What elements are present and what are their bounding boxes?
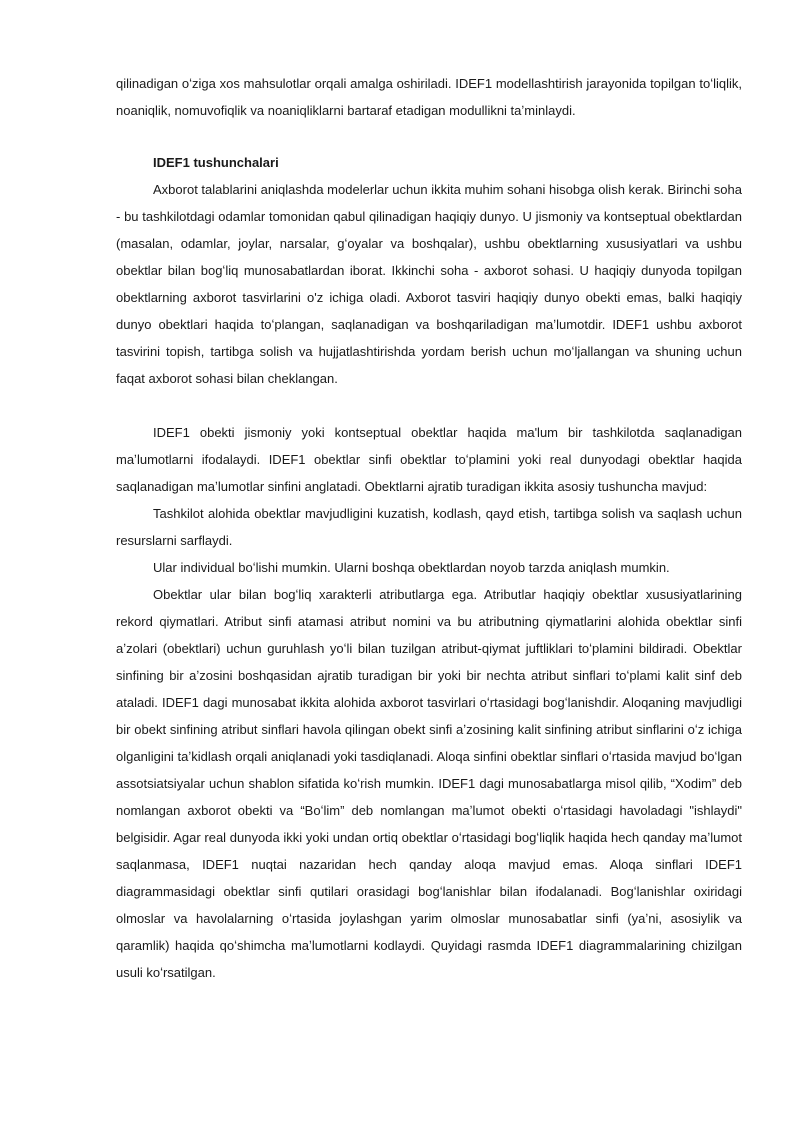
intro-paragraph: qilinadigan oʻziga xos mahsulotlar orqali amalga oshiriladi. IDEF1 modellashtirish jarayonida topilgan toʻliqlik, noaniqlik, nomuvofiqlik va noaniqliklarni bartaraf etadigan modullikni taʼminlaydi. bbox=[116, 76, 742, 118]
paragraph-information-domains: Axborot talablarini aniqlashda modelerlar uchun ikkita muhim sohani hisobga olish kerak. Birinchi soha - bu tashkilotdagi odamlar tomonidan qabul qilinadigan haqiqiy dunyo. U jismoniy va kontseptual obektlardan (masalan, odamlar, joylar, narsalar, gʻoyalar va boshqalar), ushbu obektlarning xususiyatlari va ushbu obektlar bilan bogʻliq munosabatlardan iborat. Ikkinchi soha - axborot sohasi. U haqiqiy dunyoda topilgan obektlarning axborot tasvirlarini o'z ichiga oladi. Axborot tasviri haqiqiy dunyo obekti emas, balki haqiqiy dunyo obektlari haqida toʻplangan, saqlanadigan va boshqariladigan maʼlumotdir. IDEF1 ushbu axborot tasvirini topish, tartibga solish va hujjatlashtirishda yordam berish uchun moʻljallangan va shuning uchun faqat axborot sohasi bilan cheklangan. bbox=[116, 182, 742, 386]
paragraph-concept-one: Tashkilot alohida obektlar mavjudligini kuzatish, kodlash, qayd etish, tartibga solish va saqlash uchun resurslarni sarflaydi. bbox=[116, 506, 742, 548]
section-heading: IDEF1 tushunchalari bbox=[153, 155, 279, 170]
paragraph-spacer bbox=[116, 392, 742, 419]
paragraph-concept-two: Ular individual boʻlishi mumkin. Ularni boshqa obektlardan noyob tarzda aniqlash mumkin. bbox=[153, 560, 670, 575]
paragraph-idef1-object: IDEF1 obekti jismoniy yoki kontseptual obektlar haqida ma'lum bir tashkilotda saqlanadigan maʼlumotlarni ifodalaydi. IDEF1 obektlar sinfi obektlar toʻplamini yoki real dunyodagi obektlar haqida saqlanadigan maʼlumotlar sinfini anglatadi. Obektlarni ajratib turadigan ikkita asosiy tushuncha mavjud: bbox=[116, 425, 742, 494]
paragraph-attributes-relations: Obektlar ular bilan bogʻliq xarakterli atributlarga ega. Atributlar haqiqiy obektlar xususiyatlarining rekord qiymatlari. Atribut sinfi atamasi atribut nomini va bu atributning qiymatlarini alohida obektlar sinfi aʼzolari (obektlari) uchun guruhlash yoʻli bilan tuzilgan atribut-qiymat juftliklari toʻplamini bildiradi. Obektlar sinfining bir aʼzosini boshqasidan ajratib turadigan bir yoki bir nechta atribut sinflari toʻplami kalit sinf deb ataladi. IDEF1 dagi munosabat ikkita alohida axborot tasvirlari oʻrtasidagi bogʻlanishdir. Aloqaning mavjudligi bir obekt sinfining atribut sinflari havola qilingan obekt sinfi aʼzosining kalit sinfining atribut sinflarini oʻz ichiga olganligini taʼkidlash orqali aniqlanadi yoki tasdiqlanadi. Aloqa sinfini obektlar sinflari oʻrtasida mavjud boʻlgan assotsiatsiyalar uchun shablon sifatida koʻrish mumkin. IDEF1 dagi munosabatlarga misol qilib, “Xodim” deb nomlangan axborot obekti va “Boʻlim” deb nomlangan maʼlumot obekti oʻrtasidagi havoladagi "ishlaydi" belgisidir. Agar real dunyoda ikki yoki undan ortiq obektlar oʻrtasidagi bogʻliqlik haqida hech qanday maʼlumot saqlanmasa, IDEF1 nuqtai nazaridan hech qanday aloqa mavjud emas. Aloqa sinflari IDEF1 diagrammasidagi obektlar sinfi qutilari orasidagi bogʻlanishlar bilan ifodalanadi. Bogʻlanishlar oxiridagi olmoslar va havolalarning oʻrtasida joylashgan yarim olmoslar munosabatlar sinfi (yaʼni, asosiylik va qaramlik) haqida qoʻshimcha maʼlumotlarni kodlaydi. Quyidagi rasmda IDEF1 diagrammalarining chizilgan usuli koʻrsatilgan. bbox=[116, 587, 742, 980]
document-body bbox=[116, 70, 742, 986]
